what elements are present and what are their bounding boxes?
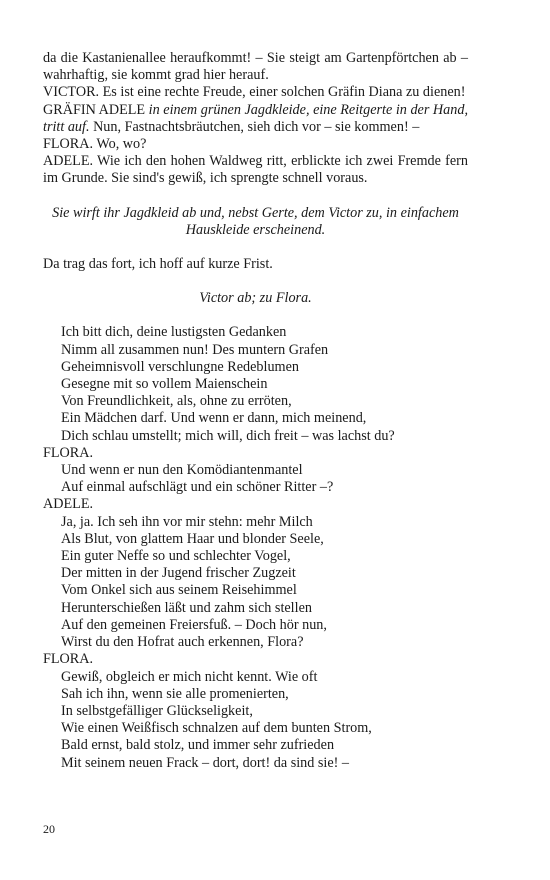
prose-paragraph: da die Kastanienallee heraufkommt! – Sie steigt am Gartenpförtchen ab – wahrhaftig, sie kommt grad hier herauf.: [43, 50, 468, 84]
prose-paragraph: [43, 102, 468, 136]
verse-line: Von Freundlichkeit, als, ohne zu erröten,: [61, 393, 292, 410]
speaker-name: FLORA.: [43, 444, 94, 461]
verse-line: Geheimnisvoll verschlungne Redeblumen: [61, 358, 299, 375]
verse-line: Wirst du den Hofrat auch erkennen, Flora?: [61, 634, 304, 651]
verse-line: Und wenn er nun den Komödiantenmantel: [61, 462, 303, 479]
verse-line: In selbstgefälliger Glückseligkeit,: [61, 702, 253, 719]
speaker-name: ADELE.: [43, 496, 94, 513]
verse-line: Auf den gemeinen Freiersfuß. – Doch hör nun,: [61, 616, 327, 633]
dialogue-line: Da trag das fort, ich hoff auf kurze Frist.: [43, 256, 273, 273]
verse-line: Ja, ja. Ich seh ihn vor mir stehn: mehr Milch: [61, 513, 313, 530]
verse-line: Herunterschießen läßt und zahm sich stellen: [61, 599, 312, 616]
verse-line: Ich bitt dich, deine lustigsten Gedanken: [61, 324, 287, 341]
page-number: 20: [43, 822, 55, 836]
verse-line: Sah ich ihn, wenn sie alle promenierten,: [61, 685, 289, 702]
verse-line: Gewiß, obgleich er mich nicht kennt. Wie oft: [61, 668, 318, 685]
spacer: [43, 188, 468, 205]
prose-paragraph: ADELE. Wie ich den hohen Waldweg ritt, erblickte ich zwei Fremde fern im Grunde. Sie sind's gewiß, ich sprengte schnell voraus.: [43, 153, 468, 187]
verse-line: Nimm all zusammen nun! Des muntern Grafen: [61, 341, 329, 358]
verse-line: Ein Mädchen darf. Und wenn er dann, mich meinend,: [61, 410, 367, 427]
verse-line: Bald ernst, bald stolz, und immer sehr zufrieden: [61, 737, 335, 754]
verse-line: Mit seinem neuen Frack – dort, dort! da sind sie! –: [61, 754, 350, 771]
verse-line: Ein guter Neffe so und schlechter Vogel,: [61, 548, 291, 565]
dialogue-text: Nun, Fastnachtsbräutchen, sieh dich vor – sie kommen! –: [89, 118, 420, 135]
verse-line: Vom Onkel sich aus seinem Reisehimmel: [61, 582, 297, 599]
verse-line: Dich schlau umstellt; mich will, dich freit – was lachst du?: [61, 427, 395, 444]
spacer: [43, 273, 468, 290]
verse-block: [43, 324, 468, 771]
prose-paragraph: FLORA. Wo, wo?: [43, 136, 147, 153]
stage-direction: Sie wirft ihr Jagdkleid ab und, nebst Gerte, dem Victor zu, in einfachem Hauskleide erscheinend.: [52, 204, 459, 238]
stage-direction: Victor ab; zu Flora.: [199, 290, 312, 307]
verse-line: Der mitten in der Jugend frischer Zugzeit: [61, 565, 296, 582]
prose-paragraph: VICTOR. Es ist eine rechte Freude, einer solchen Gräfin Diana zu dienen!: [43, 84, 466, 101]
stage-direction-inline: in einem grünen Jagdkleide, eine Reitgerte in der Hand, tritt auf.: [43, 101, 469, 135]
speaker-name: FLORA.: [43, 651, 94, 668]
speaker-name: GRÄFIN ADELE: [43, 101, 146, 118]
page-body: [43, 50, 468, 772]
verse-line: Gesegne mit so vollem Maienschein: [61, 376, 268, 393]
verse-line: Auf einmal aufschlägt und ein schöner Ritter –?: [61, 479, 334, 496]
spacer: [43, 307, 468, 324]
verse-line: Wie einen Weißfisch schnalzen auf dem bunten Strom,: [61, 720, 372, 737]
verse-line: Als Blut, von glattem Haar und blonder Seele,: [61, 530, 324, 547]
spacer: [43, 239, 468, 256]
